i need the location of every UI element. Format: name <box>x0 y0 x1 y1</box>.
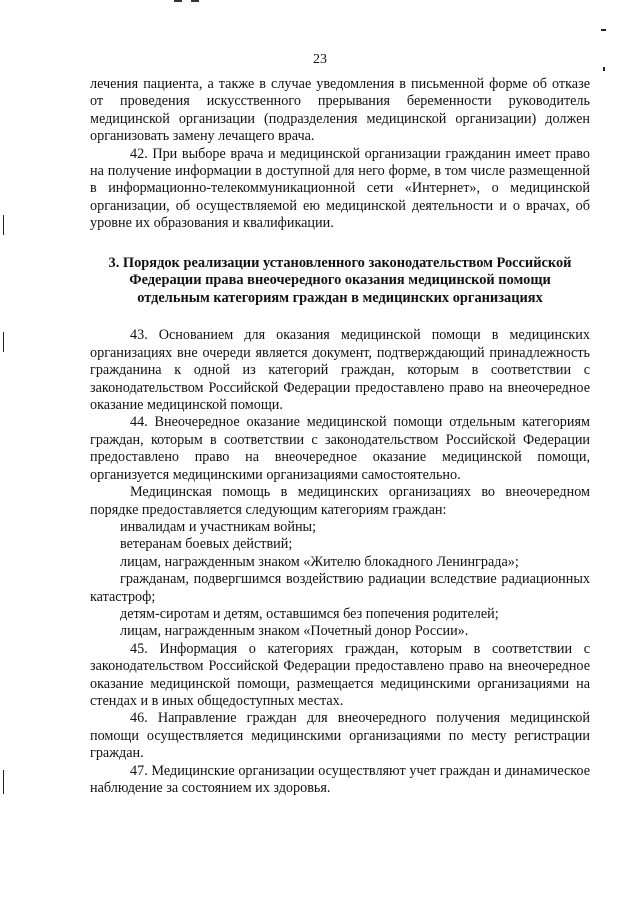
paragraph-44: 44. Внеочередное оказание медицинской помощи отдельным категориям граждан, которым в соответствии с законодательством Российской Федерации предоставлено право на внеочередное оказание медицинской помощи, организуется медицинскими организациями самостоятельно. <box>90 414 590 483</box>
category-item: детям-сиротам и детям, оставшимся без попечения родителей; <box>120 605 499 622</box>
scan-artifact-top-dash-left <box>174 0 182 2</box>
category-item: гражданам, подвергшимся воздействию радиации вследствие радиационных катастроф; <box>90 571 590 605</box>
paragraph-continuation: лечения пациента, а также в случае уведомления в письменной форме об отказе от проведения искусственного прерывания беременности руководитель медицинской организации (подразделения медицинской организации) должен организовать замену лечащего врача. <box>90 76 590 145</box>
document-body <box>90 76 590 797</box>
scan-artifact-corner-mark-1 <box>601 29 606 31</box>
scan-artifact-top-dash-right <box>191 0 199 2</box>
paragraph-43: 43. Основанием для оказания медицинской помощи в медицинских организациях вне очереди является документ, подтверждающий принадлежность гражданина к одной из категорий граждан, которым в соответствии с законодательством Российской Федерации предоставлено право на внеочередное оказание медицинской помощи. <box>90 327 590 414</box>
category-item: лицам, награжденным знаком «Почетный донор России». <box>120 623 469 640</box>
paragraph-42: 42. При выборе врача и медицинской организации гражданин имеет право на получение информации в доступной для него форме, в том числе размещенной в информационно-телекоммуникационной сети «Интернет», о медицинской организации, об осуществляемой ею медицинской деятельности и о врачах, об уровне их образования и квалификации. <box>90 145 590 232</box>
page-number: 23 <box>313 52 327 67</box>
paragraph-46: 46. Направление граждан для внеочередного получения медицинской помощи осуществляется медицинскими организациями по месту регистрации граждан. <box>90 710 590 762</box>
category-item: ветеранам боевых действий; <box>120 536 293 553</box>
paragraph-45: 45. Информация о категориях граждан, которым в соответствии с законодательством Российской Федерации предоставлено право на внеочередное оказание медицинской помощи, размещается медицинскими организациями на стендах и в иных общедоступных местах. <box>90 640 590 709</box>
scan-artifact-left-edge-mark-1 <box>3 215 4 235</box>
category-item: лицам, награжденным знаком «Жителю блокадного Ленинграда»; <box>120 553 519 570</box>
paragraph-categories-intro: Медицинская помощь в медицинских организациях во внеочередном порядке предоставляется следующим категориям граждан: <box>90 484 590 518</box>
section-heading: 3. Порядок реализации установленного законодательством Российской Федерации права внеочередного оказания медицинской помощи отдельным категориям граждан в медицинских организациях <box>108 254 572 306</box>
scan-artifact-left-edge-mark-3 <box>3 770 4 794</box>
scan-artifact-left-edge-mark-2 <box>3 332 4 352</box>
category-item: инвалидам и участникам войны; <box>120 518 317 535</box>
paragraph-47: 47. Медицинские организации осуществляют учет граждан и динамическое наблюдение за состоянием их здоровья. <box>90 762 590 796</box>
